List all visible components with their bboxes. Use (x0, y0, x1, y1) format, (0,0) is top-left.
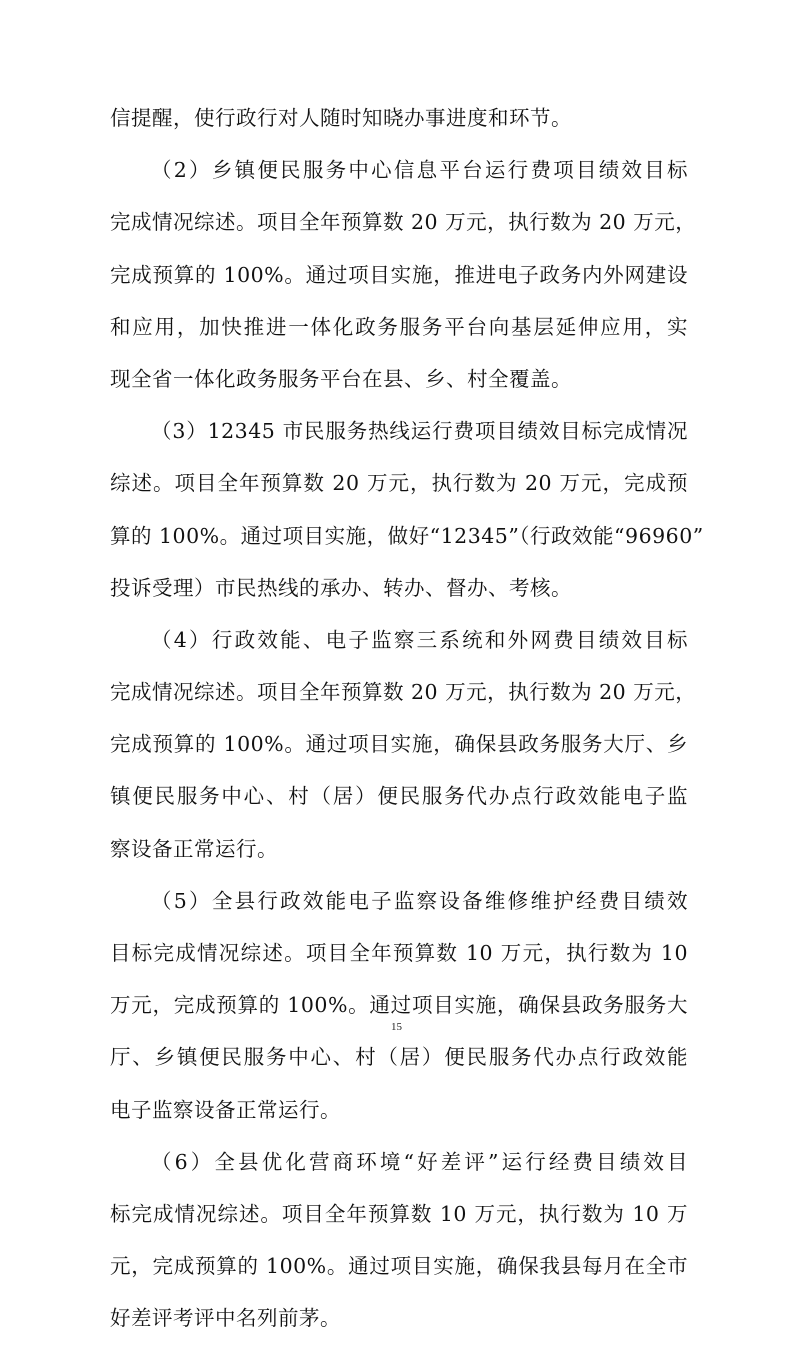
paragraph-2-line-5: 现全省一体化政务服务平台在县、乡、村全覆盖。 (110, 366, 572, 391)
paragraph-5-line-3: 万元，完成预算的 100%。通过项目实施，确保县政务服务大 (110, 993, 688, 1018)
page-number: 15 (391, 1021, 402, 1033)
paragraph-5-line-4: 厅、乡镇便民服务中心、村（居）便民服务代办点行政效能 (110, 1045, 688, 1070)
paragraph-3-line-1: （3）12345 市民服务热线运行费项目绩效目标完成情况 (151, 419, 688, 444)
paragraph-1-line-1: 信提醒，使行政行对人随时知晓办事进度和环节。 (110, 106, 572, 130)
paragraph-4-line-3: 完成预算的 100%。通过项目实施，确保县政务服务大厅、乡 (110, 732, 688, 757)
paragraph-5-line-5: 电子监察设备正常运行。 (110, 1097, 341, 1122)
paragraph-4-line-5: 察设备正常运行。 (110, 836, 278, 861)
paragraph-2-line-2: 完成情况综述。项目全年预算数 20 万元，执行数为 20 万元， (110, 210, 697, 235)
paragraph-6-line-4: 好差评考评中名列前茅。 (110, 1306, 341, 1331)
paragraph-6-line-1: （6）全县优化营商环境“好差评”运行经费目绩效目 (151, 1149, 688, 1174)
paragraph-2-line-4: 和应用，加快推进一体化政务服务平台向基层延伸应用，实 (110, 314, 688, 339)
paragraph-5-line-2: 目标完成情况综述。项目全年预算数 10 万元，执行数为 10 (110, 941, 688, 965)
paragraph-4-line-1: （4）行政效能、电子监察三系统和外网费目绩效目标 (151, 627, 688, 652)
paragraph-3-line-4: 投诉受理）市民热线的承办、转办、督办、考核。 (110, 575, 572, 600)
paragraph-2-line-3: 完成预算的 100%。通过项目实施，推进电子政务内外网建设 (110, 262, 688, 287)
paragraph-3-line-3: 算的 100%。通过项目实施，做好“12345”（行政效能“96960” (110, 523, 704, 548)
body-text (110, 92, 704, 1345)
paragraph-6-line-2: 标完成情况综述。项目全年预算数 10 万元，执行数为 10 万 (110, 1201, 688, 1226)
paragraph-2-line-1: （2）乡镇便民服务中心信息平台运行费项目绩效目标 (151, 158, 688, 183)
paragraph-6-line-3: 元，完成预算的 100%。通过项目实施，确保我县每月在全市 (110, 1254, 688, 1279)
paragraph-3-line-2: 综述。项目全年预算数 20 万元，执行数为 20 万元，完成预 (110, 471, 688, 496)
paragraph-4-line-4: 镇便民服务中心、村（居）便民服务代办点行政效能电子监 (110, 784, 688, 809)
paragraph-5-line-1: （5）全县行政效能电子监察设备维修维护经费目绩效 (151, 888, 688, 913)
paragraph-4-line-2: 完成情况综述。项目全年预算数 20 万元，执行数为 20 万元， (110, 680, 697, 705)
